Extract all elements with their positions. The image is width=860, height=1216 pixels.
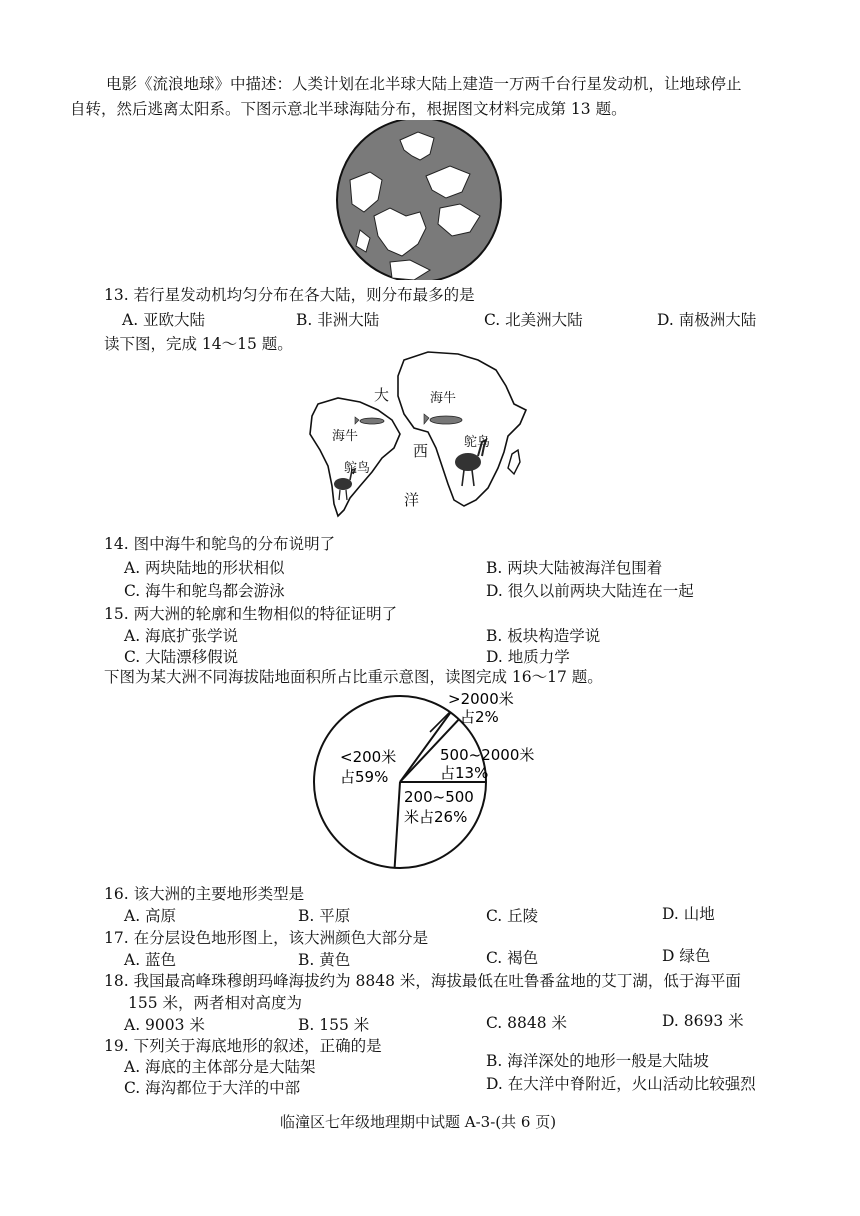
q19-option-a[interactable]: A. 海底的主体部分是大陆架 [124, 1058, 316, 1076]
q15-option-c[interactable]: C. 大陆漂移假说 [124, 648, 239, 666]
q19-option-b[interactable]: B. 海洋深处的地形一般是大陆坡 [486, 1052, 709, 1070]
intro-16: 下图为某大洲不同海拔陆地面积所占比重示意图，读图完成 16～17 题。 [104, 668, 603, 686]
q13-option-c[interactable]: C. 北美洲大陆 [484, 311, 583, 329]
pie-label-200-500-line2: 米占26% [404, 808, 468, 826]
q16-stem: 16. 该大洲的主要地形类型是 [104, 885, 305, 903]
q15-option-d[interactable]: D. 地质力学 [486, 648, 570, 666]
q17-option-c[interactable]: C. 褐色 [486, 949, 539, 967]
q13-stem: 13. 若行星发动机均匀分布在各大陆，则分布最多的是 [104, 286, 475, 304]
ocean-label-char-3: 洋 [404, 491, 420, 509]
africa-manatee-label: 海牛 [430, 391, 457, 406]
q18-option-c[interactable]: C. 8848 米 [486, 1014, 568, 1032]
q16-option-a[interactable]: A. 高原 [124, 907, 177, 925]
q18-line1: 18. 我国最高峰珠穆朗玛峰海拔约为 8848 米，海拔最低在吐鲁番盆地的艾丁湖，低于海平面 [104, 972, 741, 990]
intro-13-line1: 电影《流浪地球》中描述：人类计划在北半球大陆上建造一万两千台行星发动机，让地球停止 [106, 75, 742, 93]
intro-14: 读下图，完成 14～15 题。 [104, 335, 293, 353]
q17-stem: 17. 在分层设色地形图上，该大洲颜色大部分是 [104, 929, 429, 947]
q18-option-d[interactable]: D. 8693 米 [662, 1012, 744, 1030]
pie-label-500-2000-line1: 500~2000米 [440, 746, 535, 764]
q19-stem: 19. 下列关于海底地形的叙述，正确的是 [104, 1037, 382, 1055]
q15-option-a[interactable]: A. 海底扩张学说 [124, 627, 239, 645]
q14-option-d[interactable]: D. 很久以前两块大陆连在一起 [486, 582, 694, 600]
q17-option-a[interactable]: A. 蓝色 [124, 951, 177, 969]
q16-option-b[interactable]: B. 平原 [298, 907, 351, 925]
page-footer: 临潼区七年级地理期中试题 A-3-(共 6 页) [280, 1113, 557, 1131]
q18-line2: 155 米，两者相对高度为 [128, 994, 303, 1012]
q13-option-d[interactable]: D. 南极洲大陆 [657, 311, 757, 329]
q14-stem: 14. 图中海牛和鸵鸟的分布说明了 [104, 535, 336, 553]
south-america-outline [310, 398, 400, 516]
intro-13-line2: 自转，然后逃离太阳系。下图示意北半球海陆分布，根据图文材料完成第 13 题。 [70, 100, 627, 118]
q14-option-a[interactable]: A. 两块陆地的形状相似 [124, 559, 285, 577]
sa-ostrich-label: 鸵鸟 [344, 461, 371, 476]
africa-ostrich-label: 鸵鸟 [464, 435, 491, 450]
q18-option-a[interactable]: A. 9003 米 [124, 1016, 205, 1034]
q19-option-d[interactable]: D. 在大洋中脊附近，火山活动比较强烈 [486, 1075, 756, 1093]
ocean-label-char-2: 西 [413, 442, 429, 460]
q17-option-b[interactable]: B. 黄色 [298, 951, 351, 969]
ocean-label-char-1: 大 [374, 386, 390, 404]
q14-option-c[interactable]: C. 海牛和鸵鸟都会游泳 [124, 582, 285, 600]
q14-option-b[interactable]: B. 两块大陆被海洋包围着 [486, 559, 663, 577]
pie-label-lt200-line2: 占59% [340, 768, 389, 786]
pie-label-gt2000-line2: 占2% [460, 708, 499, 726]
q16-option-d[interactable]: D. 山地 [662, 905, 715, 923]
sa-manatee-label: 海牛 [332, 429, 359, 444]
madagascar-outline [508, 450, 520, 474]
africa-south-america-map [300, 348, 540, 520]
q18-option-b[interactable]: B. 155 米 [298, 1016, 370, 1034]
pie-label-500-2000-line2: 占13% [440, 764, 489, 782]
pie-label-gt2000-line1: >2000米 [448, 690, 514, 708]
q13-option-a[interactable]: A. 亚欧大陆 [122, 311, 206, 329]
q19-option-c[interactable]: C. 海沟都位于大洋的中部 [124, 1079, 301, 1097]
pie-label-200-500-line1: 200~500 [404, 788, 474, 806]
q16-option-c[interactable]: C. 丘陵 [486, 907, 539, 925]
q15-stem: 15. 两大洲的轮廓和生物相似的特征证明了 [104, 605, 398, 623]
northern-hemisphere-globe-figure [330, 120, 510, 280]
q13-option-b[interactable]: B. 非洲大陆 [296, 311, 380, 329]
q17-option-d[interactable]: D 绿色 [662, 947, 711, 965]
elevation-pie-chart [300, 682, 550, 882]
q15-option-b[interactable]: B. 板块构造学说 [486, 627, 601, 645]
pie-label-lt200-line1: <200米 [340, 748, 397, 766]
